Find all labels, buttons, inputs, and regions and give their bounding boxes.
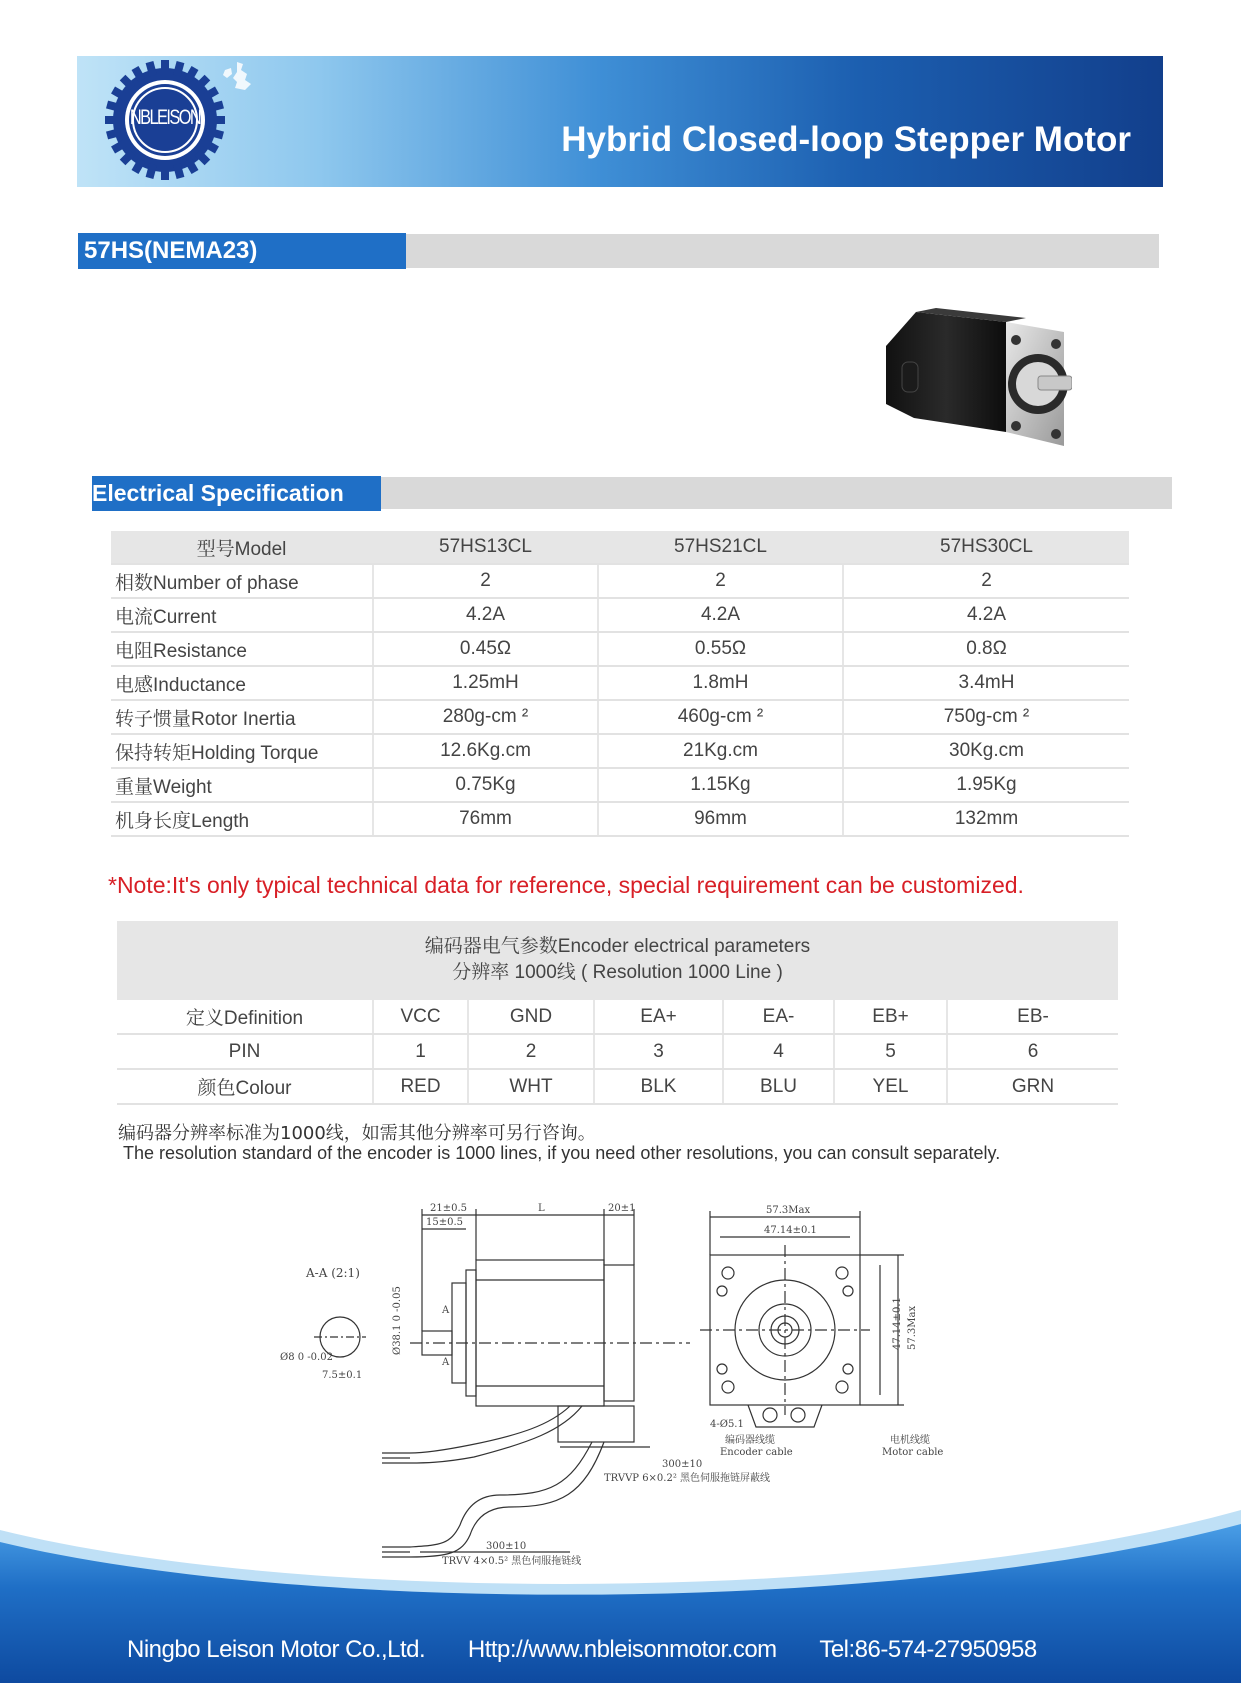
cell: 2 <box>373 564 598 598</box>
cell: 4 <box>723 1034 834 1069</box>
customization-note: *Note:It's only typical technical data for reference, special requirement can be customized. <box>108 872 1024 898</box>
cell: GRN <box>947 1069 1118 1104</box>
cell: GND <box>468 1000 594 1034</box>
cell: 21Kg.cm <box>598 734 843 768</box>
section-mark-a-top: A <box>442 1305 450 1316</box>
cable-length-1: 300±10 <box>662 1459 703 1470</box>
section-view-label: A-A (2:1) <box>306 1266 360 1280</box>
cell: 3.4mH <box>843 666 1129 700</box>
encoder-cable-label-en: Encoder cable <box>720 1447 793 1458</box>
motor-cable-label-en: Motor cable <box>882 1447 944 1458</box>
page-title: Hybrid Closed-loop Stepper Motor <box>561 120 1131 159</box>
encoder-cable-label-cn: 编码器线缆 <box>725 1435 775 1446</box>
company-name: Ningbo Leison Motor Co.,Ltd. <box>127 1636 426 1663</box>
cell: 2 <box>843 564 1129 598</box>
cable-spec-1: TRVVP 6×0.2² 黑色伺服拖链屏蔽线 <box>604 1473 771 1484</box>
header-cell: 57HS30CL <box>843 531 1129 564</box>
phone-number: Tel:86-574-27950958 <box>819 1636 1037 1663</box>
row-label: 电流Current <box>111 598 373 632</box>
encoder-table <box>117 1000 1118 1105</box>
motor-cable-label-cn: 电机线缆 <box>890 1435 930 1446</box>
table-row <box>111 700 1129 734</box>
cell: 0.55Ω <box>598 632 843 666</box>
cell: 2 <box>598 564 843 598</box>
cell: 76mm <box>373 802 598 836</box>
header-cell: 57HS13CL <box>373 531 598 564</box>
electrical-spec-title: Electrical Specification <box>92 476 381 511</box>
row-label: PIN <box>117 1034 373 1069</box>
cable-length-2: 300±10 <box>486 1541 527 1552</box>
table-row <box>111 734 1129 768</box>
row-label: 保持转矩Holding Torque <box>111 734 373 768</box>
dim-21: 21±0.5 <box>430 1203 468 1214</box>
cell: WHT <box>468 1069 594 1104</box>
cell: 132mm <box>843 802 1129 836</box>
dim-pilot-dia: Ø38.1 0 -0.05 <box>392 1286 403 1355</box>
dim-shaft-dia: Ø8 0 -0.02 <box>280 1352 333 1363</box>
motor-product-image <box>876 306 1072 461</box>
header-cell: 型号Model <box>111 531 373 564</box>
cell: BLU <box>723 1069 834 1104</box>
electrical-spec-bar <box>381 477 1172 509</box>
table-row <box>111 768 1129 802</box>
dim-flat: 7.5±0.1 <box>322 1370 363 1381</box>
cell: EA- <box>723 1000 834 1034</box>
cell: 1.15Kg <box>598 768 843 802</box>
table-row <box>111 666 1129 700</box>
cell: 750g-cm ² <box>843 700 1129 734</box>
encoder-resolution-title: 分辨率 1000线 ( Resolution 1000 Line ) <box>452 962 783 983</box>
cell: 96mm <box>598 802 843 836</box>
section-mark-a-bottom: A <box>442 1357 450 1368</box>
row-label: 机身长度Length <box>111 802 373 836</box>
cable-spec-2: TRVV 4×0.5² 黑色伺服拖链线 <box>442 1556 582 1567</box>
cell: 30Kg.cm <box>843 734 1129 768</box>
table-row <box>117 1034 1118 1069</box>
cell: 5 <box>834 1034 947 1069</box>
row-label: 相数Number of phase <box>111 564 373 598</box>
header-cell: 57HS21CL <box>598 531 843 564</box>
table-row <box>111 802 1129 836</box>
cell: RED <box>373 1069 468 1104</box>
footer-contact <box>127 1636 1073 1664</box>
cell: 280g-cm ² <box>373 700 598 734</box>
cell: 1.8mH <box>598 666 843 700</box>
cell: 0.45Ω <box>373 632 598 666</box>
website-link[interactable]: Http://www.nbleisonmotor.com <box>467 1636 777 1663</box>
row-label: 电感Inductance <box>111 666 373 700</box>
uk-map-icon <box>215 60 255 94</box>
cell: 2 <box>468 1034 594 1069</box>
series-bar <box>406 234 1159 268</box>
dim-4714: 47.14±0.1 <box>764 1225 817 1236</box>
cell: 460g-cm ² <box>598 700 843 734</box>
cell: 1.95Kg <box>843 768 1129 802</box>
cell: 0.75Kg <box>373 768 598 802</box>
spec-table-header <box>111 531 1129 564</box>
dim-20: 20±1 <box>608 1203 636 1214</box>
cell: 1 <box>373 1034 468 1069</box>
spec-table <box>111 531 1129 837</box>
row-label: 转子惯量Rotor Inertia <box>111 700 373 734</box>
table-row <box>111 564 1129 598</box>
row-label: 重量Weight <box>111 768 373 802</box>
resolution-note-en: The resolution standard of the encoder is 1000 lines, if you need other resolutions, you can consult separately. <box>123 1143 1001 1163</box>
row-label: 颜色Colour <box>117 1069 373 1104</box>
dim-573max-vertical: 57.3Max <box>907 1305 918 1350</box>
cell: 4.2A <box>843 598 1129 632</box>
logo-text: NBLEISON <box>129 106 201 129</box>
encoder-title: 编码器电气参数Encoder electrical parameters <box>424 936 811 957</box>
table-row <box>117 1069 1118 1104</box>
cell: BLK <box>594 1069 723 1104</box>
cell: 3 <box>594 1034 723 1069</box>
cell: 6 <box>947 1034 1118 1069</box>
table-row <box>117 1000 1118 1034</box>
dim-mount-holes: 4-Ø5.1 <box>710 1419 744 1430</box>
cell: 4.2A <box>598 598 843 632</box>
header-banner <box>77 56 1163 187</box>
cell: YEL <box>834 1069 947 1104</box>
table-row <box>111 632 1129 666</box>
cell: EB+ <box>834 1000 947 1034</box>
dim-15: 15±0.5 <box>426 1217 464 1228</box>
row-label: 定义Definition <box>117 1000 373 1034</box>
encoder-table-header <box>117 921 1118 1000</box>
table-row <box>111 598 1129 632</box>
cell: 0.8Ω <box>843 632 1129 666</box>
dim-length: L <box>538 1203 545 1214</box>
resolution-note-cn: 编码器分辨率标准为1000线，如需其他分辨率可另行咨询。 <box>118 1123 596 1144</box>
row-label: 电阻Resistance <box>111 632 373 666</box>
cell: VCC <box>373 1000 468 1034</box>
cell: 1.25mH <box>373 666 598 700</box>
dim-4714-vertical: 47.14±0.1 <box>892 1297 903 1350</box>
dim-573max: 57.3Max <box>766 1205 811 1216</box>
cell: 12.6Kg.cm <box>373 734 598 768</box>
series-label: 57HS(NEMA23) <box>78 233 406 269</box>
cell: EA+ <box>594 1000 723 1034</box>
cell: EB- <box>947 1000 1118 1034</box>
cell: 4.2A <box>373 598 598 632</box>
